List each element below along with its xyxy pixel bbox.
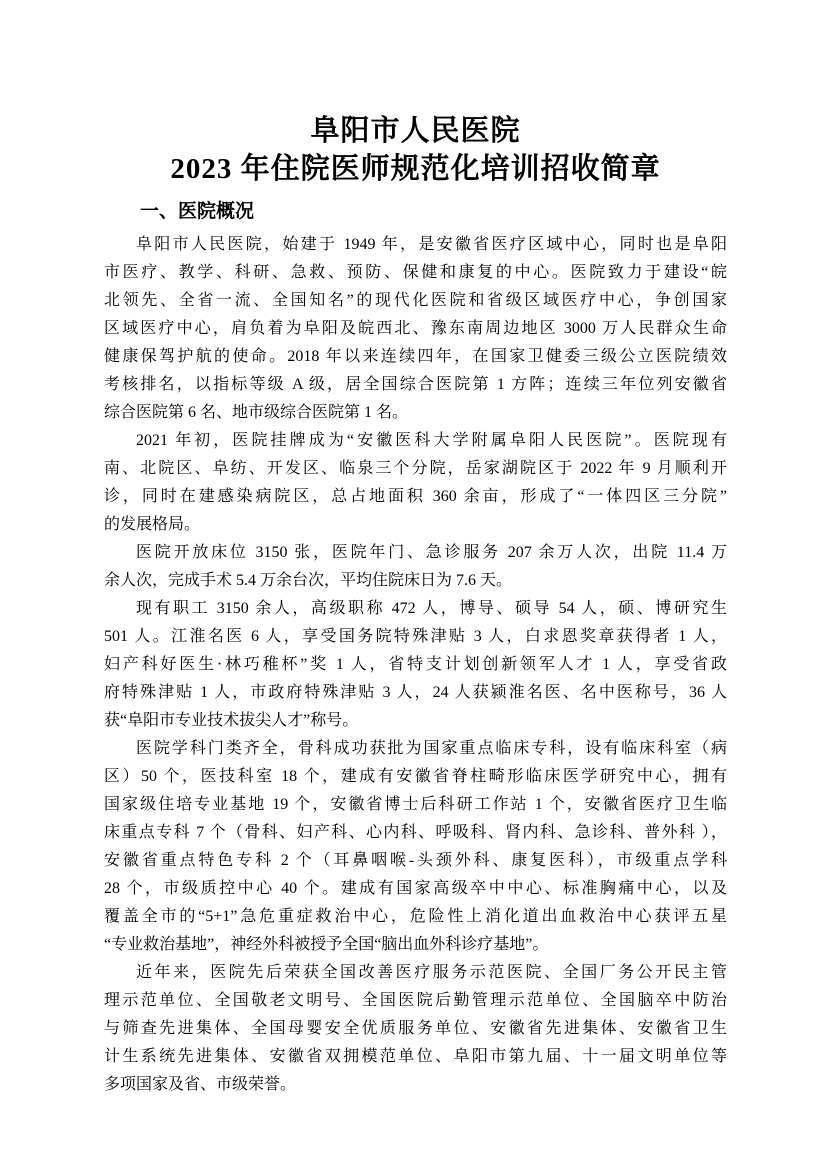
paragraph-line: 501 人。江淮名医 6 人，享受国务院特殊津贴 3 人，白求恩奖章获得者 1 人，: [104, 628, 727, 645]
paragraph-line: 国家级住培专业基地 19 个，安徽省博士后科研工作站 1 个，安徽省医疗卫生临: [104, 796, 727, 813]
paragraph-line: 近年来，医院先后荣获全国改善医疗服务示范医院、全国厂务公开民主管: [136, 964, 727, 981]
paragraph-line: 府特殊津贴 1 人，市政府特殊津贴 3 人，24 人获颍淮名医、名中医称号，36 人: [104, 684, 727, 701]
paragraph-line: 与筛查先进集体、全国母婴安全优质服务单位、安徽省先进集体、安徽省卫生: [104, 1020, 727, 1037]
paragraph-line: 医院学科门类齐全，骨科成功获批为国家重点临床专科，设有临床科室（病: [136, 740, 727, 757]
paragraph-line: 考核排名，以指标等级 A 级，居全国综合医院第 1 方阵；连续三年位列安徽省: [104, 376, 727, 393]
paragraph-line: 多项国家及省、市级荣誉。: [104, 1076, 297, 1093]
paragraph-line: 综合医院第 6 名、地市级综合医院第 1 名。: [104, 404, 409, 421]
paragraph-line: 现有职工 3150 余人，高级职称 472 人，博导、硕导 54 人，硕、博研究生: [136, 600, 727, 617]
paragraph-line: 获“阜阳市专业技术拔尖人才”称号。: [104, 712, 359, 729]
paragraph-line: 阜阳市人民医院，始建于 1949 年，是安徽省医疗区域中心，同时也是阜阳: [136, 236, 727, 253]
paragraph: [104, 539, 727, 595]
paragraph-line: 安徽省重点特色专科 2 个（耳鼻咽喉-头颈外科、康复医科），市级重点学科: [104, 852, 727, 869]
paragraph: [104, 735, 727, 959]
paragraph: [104, 427, 727, 539]
section-heading: 一、医院概况: [140, 201, 255, 222]
paragraph-line: 余人次，完成手术 5.4 万余台次，平均住院床日为 7.6 天。: [104, 572, 513, 589]
paragraph: [104, 959, 727, 1099]
paragraph-line: “专业救治基地”，神经外科被授予全国“脑出血外科诊疗基地”。: [104, 936, 549, 953]
paragraph-line: 市医疗、教学、科研、急救、预防、保健和康复的中心。医院致力于建设“皖: [104, 264, 727, 281]
document-title-line2: 2023 年住院医师规范化培训招收简章: [170, 153, 661, 185]
paragraph-line: 北领先、全省一流、全国知名”的现代化医院和省级区域医疗中心，争创国家: [104, 292, 727, 309]
document-body: [104, 231, 727, 1099]
paragraph-line: 床重点专科 7 个（骨科、妇产科、心内科、呼吸科、肾内科、急诊科、普外科 ），: [104, 824, 727, 841]
paragraph-line: 诊，同时在建感染病院区，总占地面积 360 余亩，形成了“一体四区三分院”: [104, 488, 727, 505]
paragraph: [104, 595, 727, 735]
paragraph-line: 健康保驾护航的使命。2018 年以来连续四年，在国家卫健委三级公立医院绩效: [104, 348, 727, 365]
paragraph-line: 2021 年初，医院挂牌成为“安徽医科大学附属阜阳人民医院”。医院现有: [136, 432, 727, 449]
paragraph-line: 区域医疗中心，肩负着为阜阳及皖西北、豫东南周边地区 3000 万人民群众生命: [104, 320, 727, 337]
paragraph-line: 医院开放床位 3150 张，医院年门、急诊服务 207 余万人次，出院 11.4 万: [136, 544, 727, 561]
paragraph-line: 妇产科好医生·林巧稚杯”奖 1 人，省特支计划创新领军人才 1 人，享受省政: [104, 656, 727, 673]
paragraph-line: 计生系统先进集体、安徽省双拥模范单位、阜阳市第九届、十一届文明单位等: [104, 1048, 727, 1065]
paragraph-line: 覆盖全市的“5+1”急危重症救治中心，危险性上消化道出血救治中心获评五星: [104, 908, 727, 925]
paragraph-line: 28 个，市级质控中心 40 个。建成有国家高级卒中中心、标准胸痛中心，以及: [104, 880, 727, 897]
paragraph-line: 理示范单位、全国敬老文明号、全国医院后勤管理示范单位、全国脑卒中防治: [104, 992, 727, 1009]
paragraph-line: 的发展格局。: [104, 516, 201, 533]
paragraph-line: 区）50 个，医技科室 18 个，建成有安徽省脊柱畸形临床医学研究中心，拥有: [104, 768, 727, 785]
paragraph: [104, 231, 727, 427]
document-title-line1: 阜阳市人民医院: [310, 115, 521, 147]
paragraph-line: 南、北院区、阜纺、开发区、临泉三个分院，岳家湖院区于 2022 年 9 月顺利开: [104, 460, 727, 477]
